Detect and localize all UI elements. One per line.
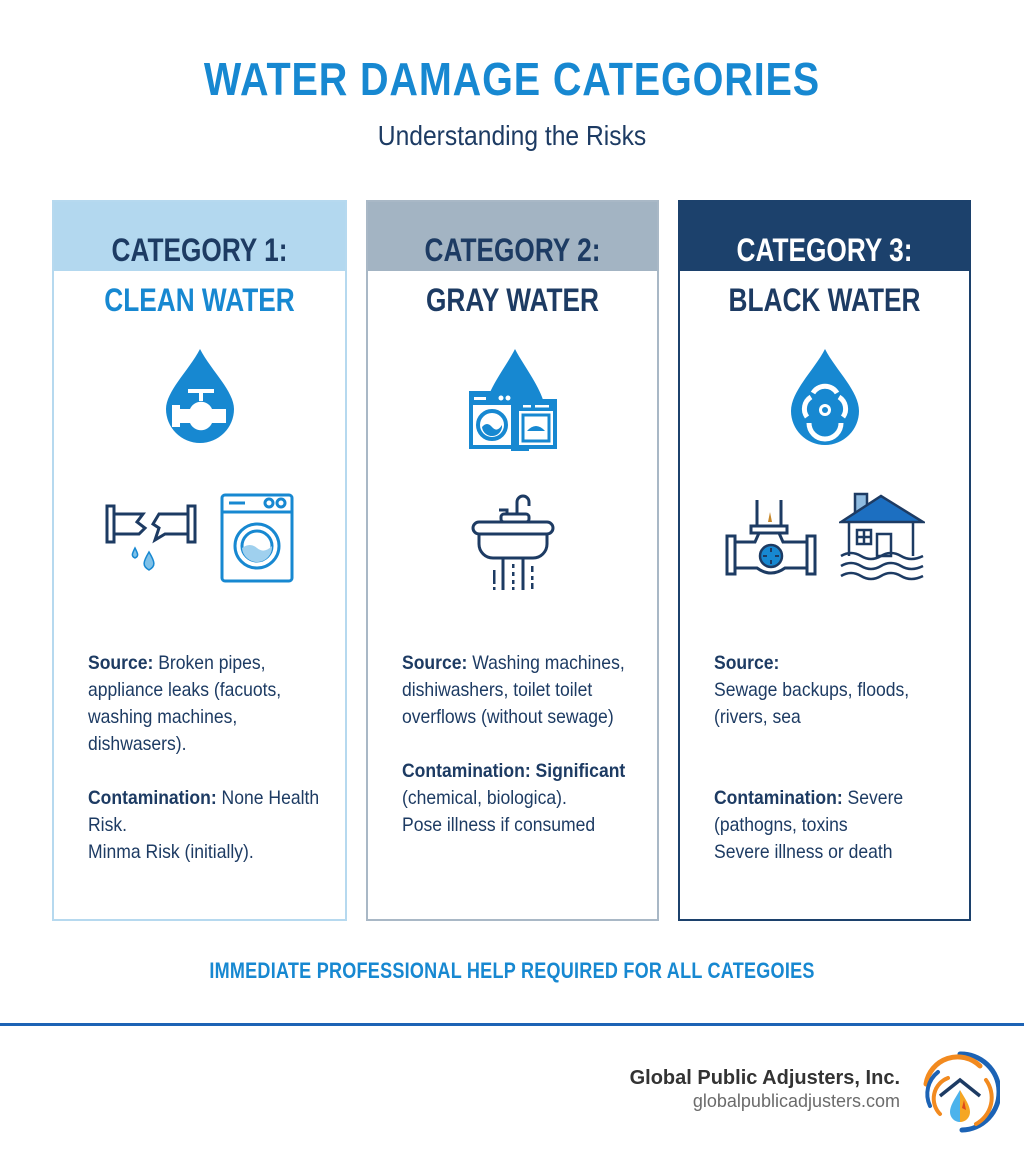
contamination-text: None Health Risk.: [88, 787, 320, 836]
risk-text: Pose illness if consumed: [402, 814, 596, 836]
company-name: Global Public Adjusters, Inc.: [629, 1067, 900, 1089]
category-description: [402, 650, 645, 839]
source-icons: [54, 492, 345, 589]
category-card-clean-water: [52, 200, 347, 921]
contamination-label: Contamination:: [714, 787, 843, 809]
contamination-label: Contamination:: [88, 787, 217, 809]
source-icons: [680, 492, 969, 589]
category-name: CLEAN WATER: [104, 282, 295, 318]
broken-pipe-icon: [105, 500, 197, 581]
footer-divider: [0, 1023, 1024, 1026]
category-label: CATEGORY 2:: [424, 232, 601, 268]
category-label: CATEGORY 1:: [111, 232, 288, 268]
category-label: CATEGORY 3:: [736, 232, 913, 268]
page-subtitle: Understanding the Risks: [377, 120, 647, 151]
source-icons: [368, 492, 657, 597]
risk-text: Severe illness or death: [714, 841, 893, 863]
risk-text: Minma Risk (initially).: [88, 841, 254, 863]
source-label: Source:: [714, 652, 780, 674]
source-text: Broken pipes, appliance leaks (facuots, washing machines, dishwasers).: [88, 652, 282, 755]
source-text: Washing machines, dishiwashers, toilet toilet overflows (without sewage): [402, 652, 625, 728]
category-card-black-water: [678, 200, 971, 921]
flooded-house-icon: [839, 492, 925, 589]
source-label: Source:: [402, 652, 468, 674]
contamination-label: Contamination: Significant: [402, 760, 626, 782]
source-text: Sewage backups, floods,(rivers, sea: [714, 679, 910, 728]
sink-icon: [471, 492, 555, 597]
washing-machine-icon: [219, 492, 295, 589]
page-title: WATER DAMAGE CATEGORIES: [203, 53, 821, 105]
category-description: [88, 650, 331, 866]
water-drop-appliances-icon: [465, 347, 561, 458]
category-card-gray-water: [366, 200, 659, 921]
company-info: [630, 1066, 900, 1112]
company-logo-icon: [916, 1050, 1000, 1139]
water-drop-faucet-icon: [162, 347, 238, 448]
category-name: GRAY WATER: [425, 282, 600, 318]
contamination-text: (chemical, biologica).: [402, 787, 567, 809]
company-url[interactable]: globalpublicadjusters.com: [692, 1091, 900, 1111]
water-drop-biohazard-icon: [787, 347, 863, 450]
contamination-text: Severe (pathogns, toxins: [714, 787, 904, 836]
source-label: Source:: [88, 652, 154, 674]
sewage-valve-icon: [725, 498, 817, 583]
category-description: [714, 650, 957, 866]
category-name: BLACK WATER: [728, 282, 921, 318]
call-to-action-banner: IMMEDIATE PROFESSIONAL HELP REQUIRED FOR ALL CATEGOIES: [209, 958, 815, 983]
